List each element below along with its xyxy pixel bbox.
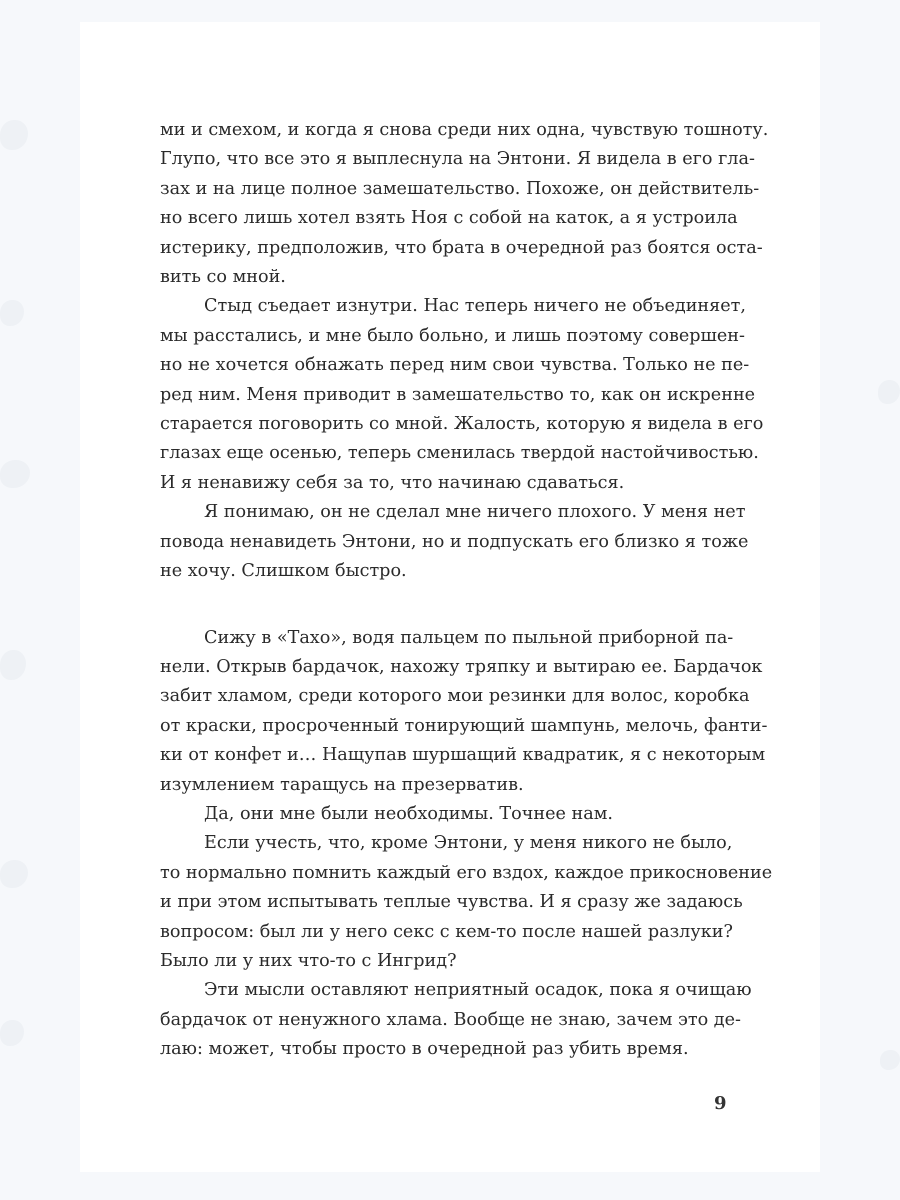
text-line: старается поговорить со мной. Жалость, которую я видела в его	[160, 414, 764, 435]
text-line: Сижу в «Тахо», водя пальцем по пыльной приборной па-	[204, 627, 734, 648]
text-line: ред ним. Меня приводит в замешательство то, как он искренне	[160, 384, 756, 405]
text-line: но всего лишь хотел взять Ноя с собой на каток, а я устроила	[160, 208, 738, 229]
background-decoration	[0, 650, 26, 680]
background-decoration	[0, 1020, 24, 1046]
background-decoration	[878, 380, 900, 404]
text-line: вопросом: был ли у него секс с кем-то после нашей разлуки?	[160, 921, 733, 942]
text-line: нели. Открыв бардачок, нахожу тряпку и вытираю ее. Бардачок	[160, 656, 763, 677]
paragraph	[160, 976, 752, 1064]
text-line: глазах еще осенью, теперь сменилась твердой настойчивостью.	[160, 443, 759, 464]
text-line: но не хочется обнажать перед ним свои чувства. Только не пе-	[160, 355, 750, 376]
text-line: повода ненавидеть Энтони, но и подпускать его близко я тоже	[160, 531, 749, 552]
text-line: вить со мной.	[160, 267, 286, 288]
paragraph	[160, 800, 730, 829]
text-line: не хочу. Слишком быстро.	[160, 561, 407, 582]
text-line: ми и смехом, и когда я снова среди них одна, чувствую тошноту.	[160, 120, 769, 140]
background-decoration	[0, 860, 28, 888]
text-line: забит хламом, среди которого мои резинки для волос, коробка	[160, 686, 750, 707]
text-line: и при этом испытывать теплые чувства. И я сразу же задаюсь	[160, 892, 743, 913]
text-line: И я ненавижу себя за то, что начинаю сдаваться.	[160, 472, 625, 493]
text-line: Было ли у них что-то с Ингрид?	[160, 950, 457, 971]
text-line: Если учесть, что, кроме Энтони, у меня никого не было,	[204, 833, 733, 854]
background-decoration	[0, 300, 24, 326]
paragraph	[160, 116, 769, 292]
text-line: зах и на лице полное замешательство. Похоже, он действитель-	[160, 178, 760, 199]
text-line: от краски, просроченный тонирующий шампунь, мелочь, фанти-	[160, 715, 768, 736]
text-line: Глупо, что все это я выплеснула на Энтони. Я видела в его гла-	[160, 149, 755, 170]
paragraph	[160, 498, 749, 586]
section-break	[160, 587, 730, 624]
text-line: Я понимаю, он не сделал мне ничего плохого. У меня нет	[204, 502, 746, 523]
text-line: Да, они мне были необходимы. Точнее нам.	[204, 803, 613, 824]
text-line: ки от конфет и… Нащупав шуршащий квадратик, я с некоторым	[160, 745, 766, 766]
background-decoration	[0, 120, 28, 150]
text-line: бардачок от ненужного хлама. Вообще не знаю, зачем это де-	[160, 1009, 741, 1030]
text-line: то нормально помнить каждый его вздох, каждое прикосновение	[160, 862, 773, 883]
text-line: истерику, предположив, что брата в очередной раз боятся оста-	[160, 237, 763, 258]
background-decoration	[0, 460, 30, 488]
paragraph	[160, 829, 773, 976]
text-line: Стыд съедает изнутри. Нас теперь ничего не объединяет,	[204, 296, 746, 317]
background-decoration	[880, 1050, 900, 1070]
text-line: лаю: может, чтобы просто в очередной раз убить время.	[160, 1039, 689, 1060]
page-number: 9	[714, 1093, 727, 1114]
paragraph	[160, 624, 768, 800]
text-line: изумлением таращусь на презерватив.	[160, 774, 524, 795]
paragraph	[160, 292, 764, 498]
text-line: мы расстались, и мне было больно, и лишь поэтому совершен-	[160, 325, 745, 346]
page-text	[160, 116, 773, 1065]
text-line: Эти мысли оставляют неприятный осадок, пока я очищаю	[204, 980, 752, 1001]
